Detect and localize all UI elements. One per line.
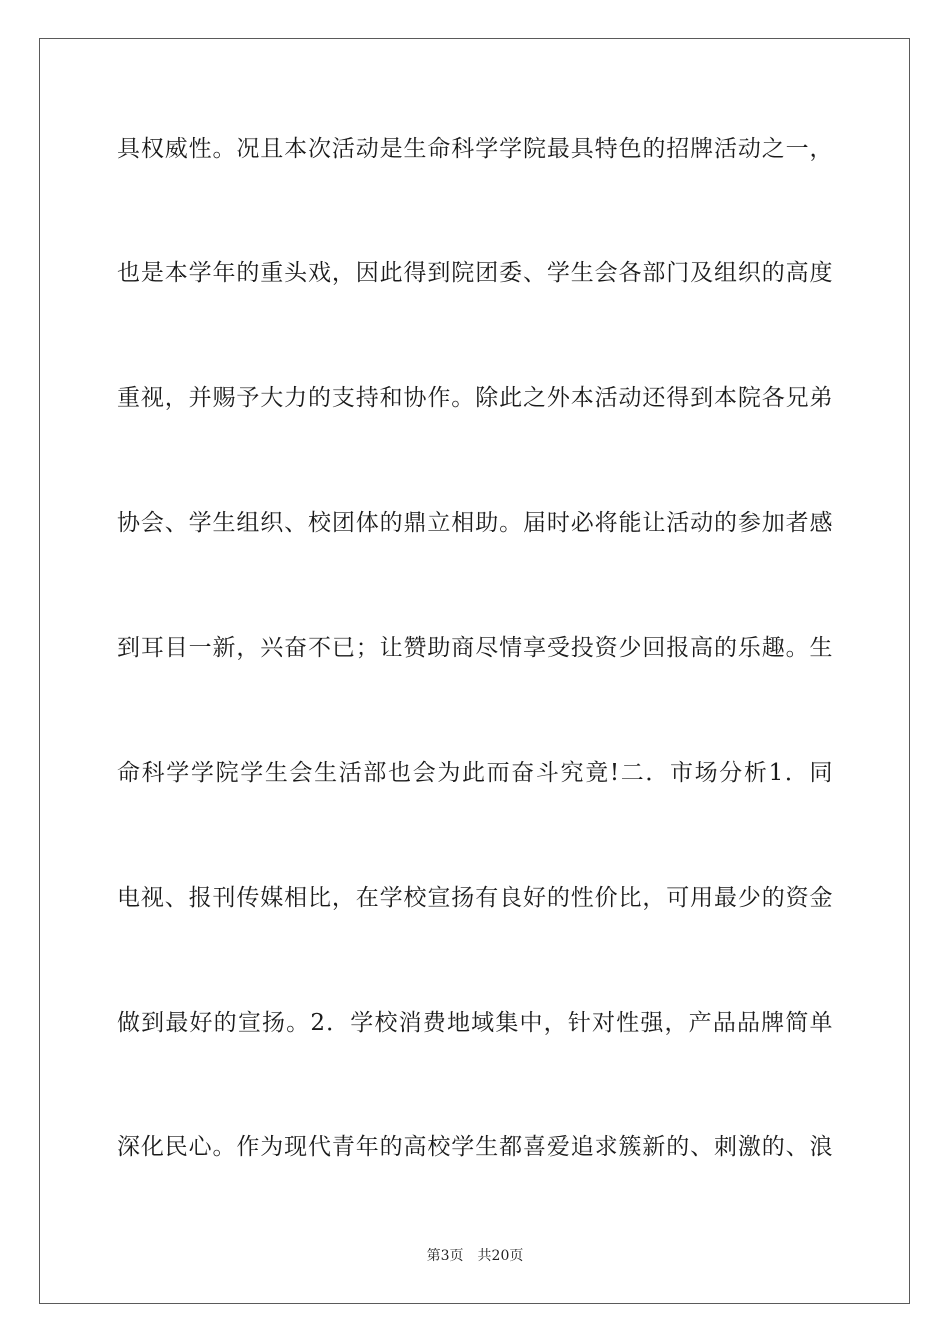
total-pages-label: 共20页 xyxy=(477,1248,524,1264)
text-line: 深化民心。作为现代青年的高校学生都喜爱追求簇新的、刺激的、浪 xyxy=(117,1134,833,1160)
text-line: 电视、报刊传媒相比，在学校宣扬有良好的性价比，可用最少的资金 xyxy=(117,885,833,911)
current-page-label: 第3页 xyxy=(426,1248,464,1264)
text-line: 重视，并赐予大力的支持和协作。除此之外本活动还得到本院各兄弟 xyxy=(117,385,833,411)
text-line: 到耳目一新，兴奋不已；让赞助商尽情享受投资少回报高的乐趣。生 xyxy=(117,635,833,661)
page-border xyxy=(39,38,910,1304)
text-line: 命科学学院学生会生活部也会为此而奋斗究竟!二．市场分析1．同 xyxy=(117,760,833,786)
text-line: 具权威性。况且本次活动是生命科学学院最具特色的招牌活动之一， xyxy=(117,136,833,162)
text-line: 做到最好的宣扬。2．学校消费地域集中，针对性强，产品品牌简单 xyxy=(117,1010,833,1036)
text-line: 也是本学年的重头戏，因此得到院团委、学生会各部门及组织的高度 xyxy=(117,260,833,286)
page-footer xyxy=(0,1246,950,1266)
text-line: 协会、学生组织、校团体的鼎立相助。届时必将能让活动的参加者感 xyxy=(117,510,833,536)
